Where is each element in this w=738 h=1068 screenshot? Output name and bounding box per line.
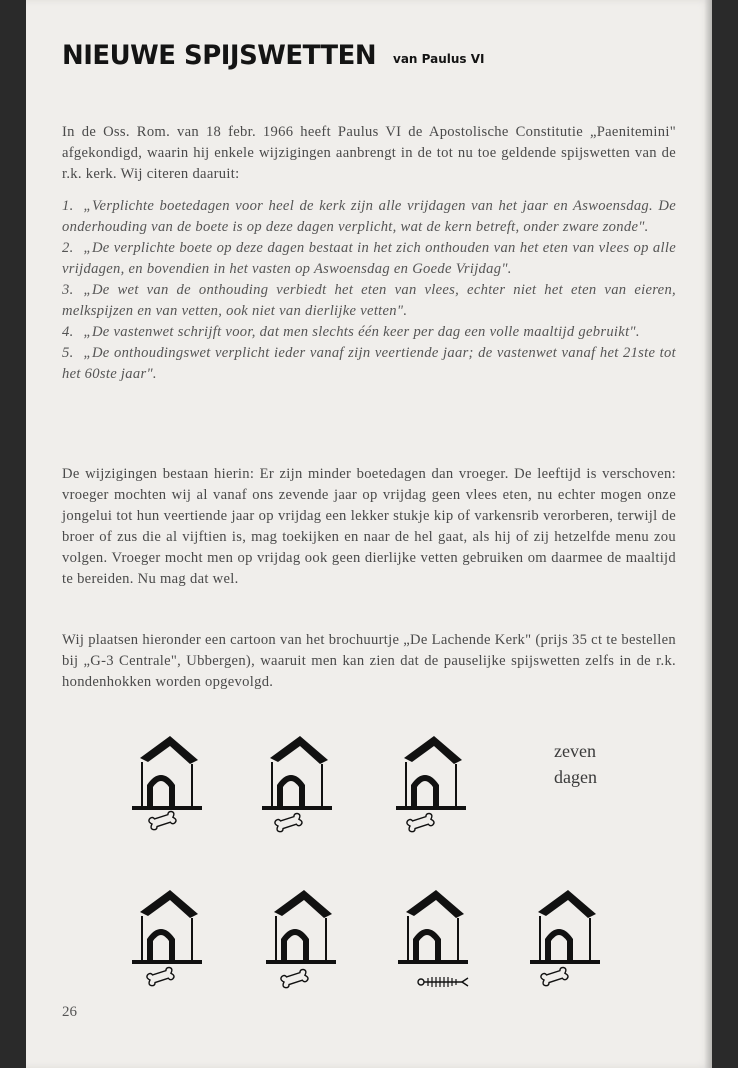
paragraph-changes-text: De wijzigingen bestaan hierin: Er zijn minder boetedagen dan vroeger. De leeftijd is verschoven: vroeger mochten wij al vanaf ons zevende jaar op vrijdag geen vlees eten, nu echter mogen onze jongelui tot hun veertiende jaar op vrijdag een lekker stukje kip of varkensrib verorberen, terwijl de broer of zus die al vijftien is, mag toekijken en naar de hel gaat, als hij of zij hetzelfde menu zou volgen. Vroeger mocht men op vrijdag ook geen dierlijke vetten gebruiken om daarmee de maaltijd te bereiden. Nu mag dat wel. — [62, 466, 676, 587]
quote-text: „Verplichte boetedagen voor heel de kerk zijn alle vrijdagen van het jaar en Aswoensdag. De onderhouding van de boete is op deze dagen verplicht, wat de kern betreft, onder zware zonde". — [62, 198, 676, 235]
doghouse-with-bone-icon — [258, 734, 334, 844]
quote-list — [62, 196, 676, 385]
page-title: NIEUWE SPIJSWETTEN — [62, 40, 377, 71]
quote-text: „De vastenwet schrijft voor, dat men slechts één keer per dag een volle maaltijd gebruikt". — [83, 324, 640, 340]
doghouse-1 — [128, 734, 204, 844]
doghouse-3 — [392, 734, 468, 844]
page-edge-shadow — [704, 0, 712, 1068]
page-subtitle: van Paulus VI — [393, 52, 485, 66]
doghouse-with-bone-icon — [392, 734, 468, 844]
intro-paragraph — [62, 122, 676, 185]
doghouse-4 — [128, 888, 204, 998]
cartoon-caption-line: zeven — [554, 741, 596, 761]
paragraph-cartoon — [62, 630, 676, 693]
page-number: 26 — [62, 1004, 77, 1020]
paragraph-cartoon-text: Wij plaatsen hieronder een cartoon van het brochuurtje „De Lachende Kerk" (prijs 35 ct te bestellen bij „G-3 Centrale", Ubbergen), waaruit men kan zien dat de pauselijke spijswetten zelfs in de r.k. hondenhokken worden opgevolgd. — [62, 632, 676, 690]
quote-number: 3. — [62, 282, 74, 298]
quote-text: „De onthoudingswet verplicht ieder vanaf zijn veertiende jaar; de vastenwet vanaf het 21ste tot het 60ste jaar". — [62, 345, 676, 382]
quote-text: „De wet van de onthouding verbiedt het eten van vlees, echter niet het eten van eieren, melkspijzen en van vetten, ook niet van dierlijke vetten". — [62, 282, 676, 319]
paragraph-changes — [62, 464, 676, 590]
cartoon-caption — [554, 738, 597, 790]
quote-number: 1. — [62, 198, 74, 214]
doghouse-2 — [258, 734, 334, 844]
quote-item — [62, 196, 676, 238]
quote-item — [62, 322, 676, 343]
quote-item — [62, 280, 676, 322]
page — [26, 0, 712, 1068]
doghouse-with-bone-icon — [526, 888, 602, 998]
doghouse-with-bone-icon — [262, 888, 338, 998]
doghouse-with-bone-icon — [128, 888, 204, 998]
quote-number: 2. — [62, 240, 74, 256]
quote-text: „De verplichte boete op deze dagen bestaat in het zich onthouden van het eten van vlees op alle vrijdagen, en bovendien in het vasten op Aswoensdag en Goede Vrijdag". — [62, 240, 676, 277]
doghouse-with-bone-icon — [128, 734, 204, 844]
doghouse-5 — [262, 888, 338, 998]
intro-text: In de Oss. Rom. van 18 febr. 1966 heeft Paulus VI de Apostolische Constitutie „Paenitemini" afgekondigd, waarin hij enkele wijzigingen aanbrengt in de tot nu toe geldende spijswetten van de r.k. kerk. Wij citeren daaruit: — [62, 124, 676, 182]
quote-number: 5. — [62, 345, 74, 361]
doghouse-6 — [394, 888, 470, 998]
doghouse-7 — [526, 888, 602, 998]
quote-number: 4. — [62, 324, 74, 340]
cartoon-caption-line: dagen — [554, 767, 597, 787]
doghouse-with-fishbone-icon — [394, 888, 470, 998]
quote-item — [62, 238, 676, 280]
quote-item — [62, 343, 676, 385]
